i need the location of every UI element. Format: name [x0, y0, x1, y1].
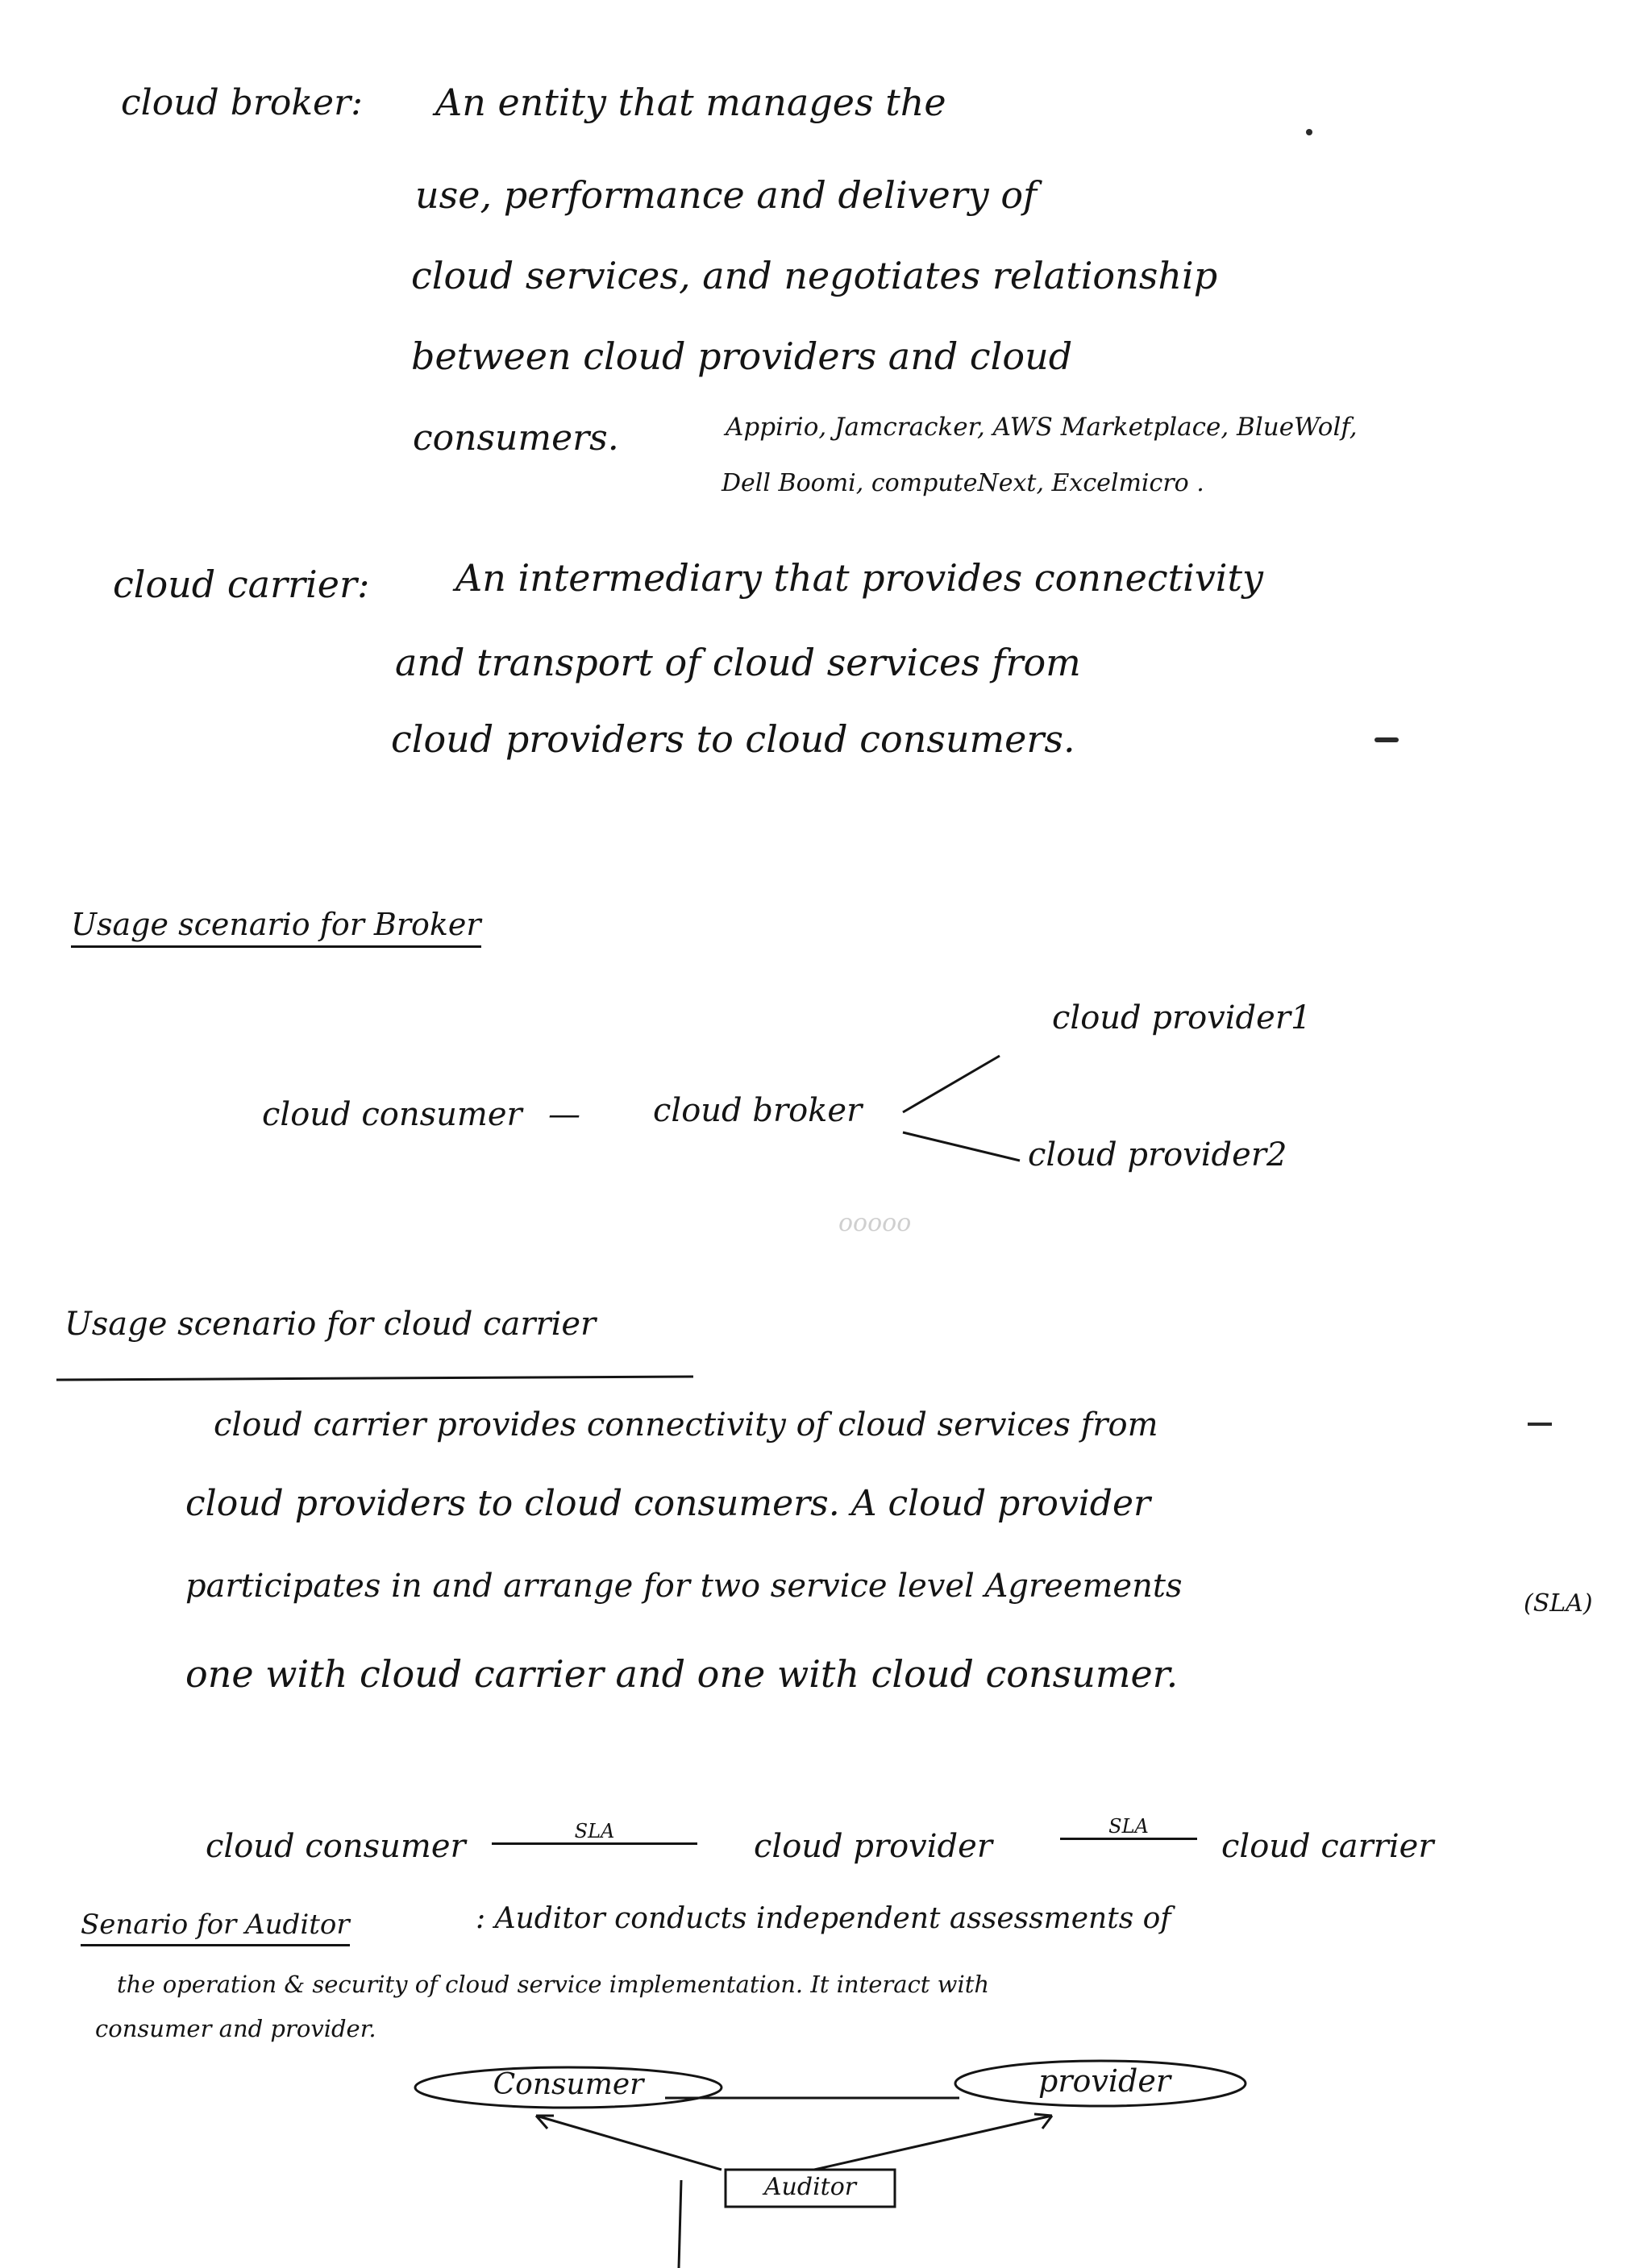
broker-def-line-5: consumers. — [413, 417, 619, 459]
carrier-term: cloud carrier: — [113, 563, 370, 606]
broker-provider2: cloud provider2 — [1028, 1136, 1287, 1173]
broker-examples-line-2: Dell Boomi, computeNext, Excelmicro . — [722, 469, 1204, 497]
branch-to-provider2 — [903, 1132, 1020, 1161]
scan-speck — [1374, 737, 1399, 742]
bleed-through-text: ooooo — [838, 1209, 912, 1237]
carrier-heading-underline — [56, 1377, 693, 1380]
broker-scenario-heading: Usage scenario for Broker — [71, 907, 481, 948]
carrier-scenario-line-2: cloud providers to cloud consumers. A cloud provider — [185, 1483, 1151, 1524]
broker-def-line-2: use, performance and delivery of — [415, 173, 1038, 217]
chain-consumer: cloud consumer — [206, 1828, 466, 1865]
chain-provider: cloud provider — [754, 1828, 992, 1865]
chain-carrier: cloud carrier — [1221, 1828, 1434, 1865]
provider-arrowhead — [1034, 2114, 1052, 2129]
auditor-scenario-heading: Senario for Auditor — [81, 1909, 350, 1946]
chain-sla-a: SLA — [492, 1820, 697, 1845]
carrier-scenario-heading: Usage scenario for cloud carrier — [64, 1306, 597, 1343]
broker-provider1: cloud provider1 — [1052, 999, 1312, 1036]
broker-node: cloud broker — [653, 1092, 863, 1129]
carrier-def-line-2: and transport of cloud services from — [395, 641, 1081, 684]
carrier-def-line-3: cloud providers to cloud consumers. — [391, 717, 1075, 761]
auditor-consumer: Consumer — [493, 2068, 644, 2101]
chain-sla-b: SLA — [1060, 1815, 1197, 1840]
branch-to-provider1 — [903, 1056, 1000, 1112]
carrier-scenario-line-3: participates in and arrange for two service level Agreements — [185, 1568, 1183, 1605]
auditor-node: Auditor — [763, 2173, 857, 2201]
auditor-stem — [679, 2180, 681, 2268]
scan-speck — [1306, 129, 1312, 135]
broker-consumer: cloud consumer — [262, 1096, 522, 1133]
broker-dash: — — [548, 1096, 580, 1133]
auditor-text-line-1: : Auditor conducts independent assessments of — [476, 1902, 1171, 1935]
broker-def-line-1: An entity that manages the — [435, 81, 946, 124]
broker-def-line-3: cloud services, and negotiates relationship — [411, 254, 1218, 297]
carrier-def-line-1: An intermediary that provides connectivity — [455, 556, 1263, 600]
broker-examples-line-1: Appirio, Jamcracker, AWS Marketplace, BlueWolf, — [726, 413, 1358, 442]
carrier-scenario-line-4: one with cloud carrier and one with cloud consumer. — [185, 1652, 1179, 1696]
sla-note: (SLA) — [1524, 1589, 1593, 1618]
auditor-text-line-2: the operation & security of cloud service implementation. It interact with — [117, 1971, 990, 1998]
auditor-provider: provider — [1038, 2063, 1171, 2099]
carrier-scenario-line-1: cloud carrier provides connectivity of cloud services from — [214, 1406, 1158, 1443]
auditor-text-line-3: consumer and provider. — [95, 2015, 376, 2042]
scan-speck — [1528, 1423, 1552, 1426]
broker-term: cloud broker: — [121, 82, 363, 123]
auditor-to-consumer-arrow — [536, 2116, 722, 2170]
broker-def-line-4: between cloud providers and cloud — [411, 334, 1073, 378]
auditor-to-provider-arrow — [814, 2116, 1052, 2170]
